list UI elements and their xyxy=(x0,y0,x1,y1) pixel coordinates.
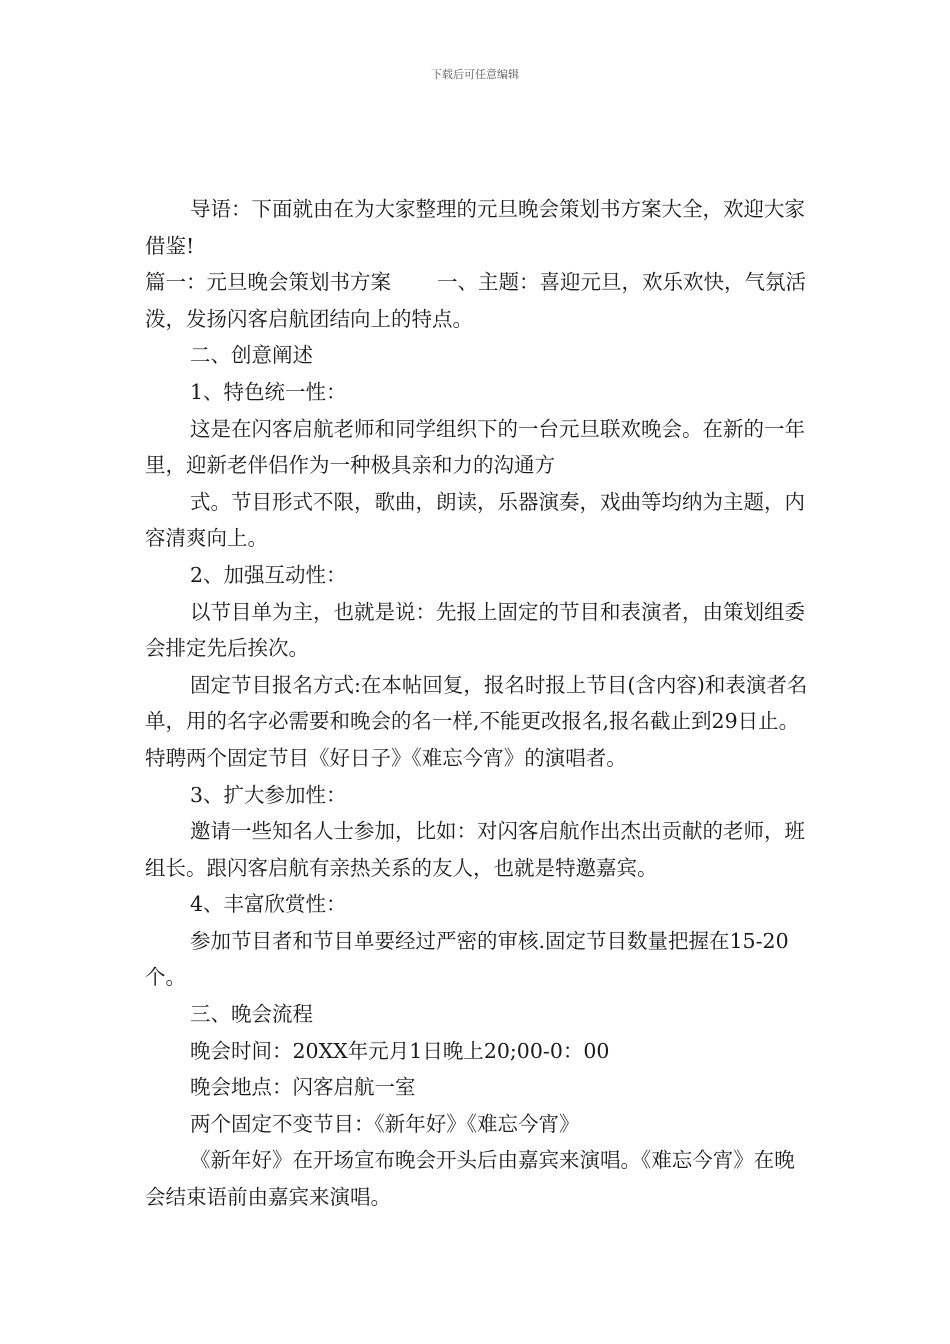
paragraph-section-one xyxy=(145,264,810,337)
paragraph-registration: 固定节目报名方式:在本帖回复，报名时报上节目(含内容)和表演者名单，用的名字必需要和晚会的名一样,不能更改报名,报名截止到29日止。特聘两个固定节目《好日子》《难忘今宵》的演唱者。 xyxy=(145,672,808,770)
heading-appreciation: 4、丰富欣赏性： xyxy=(190,892,347,917)
document-body xyxy=(145,191,810,1216)
paragraph-intro: 导语：下面就由在为大家整理的元旦晚会策划书方案大全，欢迎大家借鉴! xyxy=(145,197,805,258)
page-header: 下载后可任意编辑 xyxy=(431,68,519,81)
paragraph-fixed-programs: 两个固定不变节目：《新年好》《难忘今宵》 xyxy=(190,1111,580,1136)
heading-unity: 1、特色统一性： xyxy=(190,379,347,404)
paragraph-interaction: 以节目单为主，也就是说：先报上固定的节目和表演者，由策划组委会排定先后挨次。 xyxy=(145,599,805,661)
paragraph-location: 晚会地点：闪客启航一室 xyxy=(190,1075,416,1100)
chapter-title: 篇一：元旦晚会策划书方案 xyxy=(145,270,391,295)
paragraph-program-order: 《新年好》在开场宣布晚会开头后由嘉宾来演唱。《难忘今宵》在晚会结束语前由嘉宾来演唱。 xyxy=(145,1148,795,1210)
theme-text: 一、主题：喜迎元旦，欢乐欢快，气氛活泼，发扬闪客启航团结向上的特点。 xyxy=(145,270,806,331)
paragraph-appreciation: 参加节目者和节目单要经过严密的审核.固定节目数量把握在15-20个。 xyxy=(145,928,789,990)
paragraph-unity-2: 式。节目形式不限，歌曲，朗读，乐器演奏，戏曲等均纳为主题，内容清爽向上。 xyxy=(145,489,805,551)
paragraph-time: 晚会时间：20XX年元月1日晚上20;00-0：00 xyxy=(190,1038,610,1063)
heading-participation: 3、扩大参加性： xyxy=(190,782,347,807)
heading-creative: 二、创意阐述 xyxy=(190,343,313,368)
heading-flow: 三、晚会流程 xyxy=(190,1002,313,1027)
paragraph-participation: 邀请一些知名人士参加，比如：对闪客启航作出杰出贡献的老师，班组长。跟闪客启航有亲热关系的友人，也就是特邀嘉宾。 xyxy=(145,819,805,880)
heading-interaction: 2、加强互动性： xyxy=(190,562,347,587)
paragraph-unity-1: 这是在闪客启航老师和同学组织下的一台元旦联欢晚会。在新的一年里，迎新老伴侣作为一种极具亲和力的沟通方 xyxy=(145,416,805,478)
